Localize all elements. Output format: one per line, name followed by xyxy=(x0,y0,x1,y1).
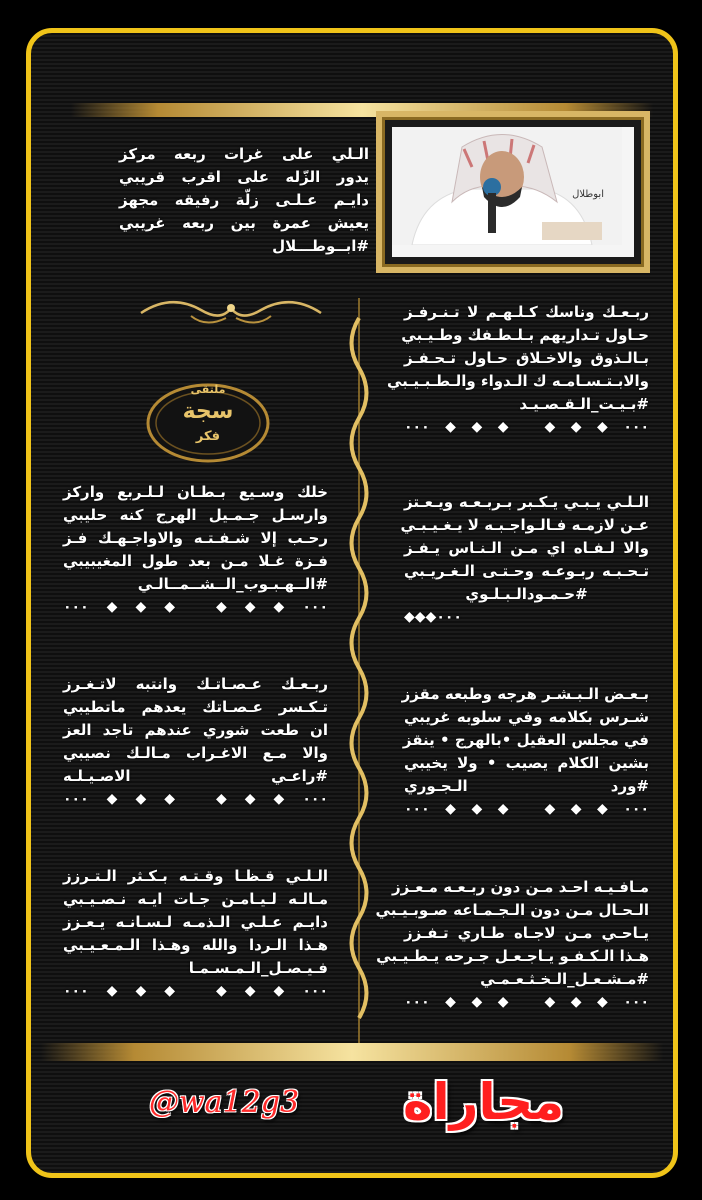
poem-line: يدور الزّله على اقرب قريبي xyxy=(119,168,369,186)
poem-8 xyxy=(375,876,649,1014)
poem-line: بـعـض الـبـشـر هرجه وطبعه مقزز xyxy=(401,685,649,703)
poem-dots: ٠٠٠◆◆◆ ◆◆◆٠٠٠ xyxy=(63,599,328,615)
poem-line: فـزة غـلا مـن بعد طول المغيبيبي xyxy=(63,552,328,570)
poem-line: والابـتـسـامـه ك الـدواء والـطـبـيـبي xyxy=(386,372,649,390)
poem-signature: #الــهـبـوب_الــشــمــالـي xyxy=(137,575,328,593)
poem-line: والا لـفـاه اي مـن الـنـاس يـفـز xyxy=(404,539,649,557)
poem-line: والا مـع الاغـراب مـالـك نصيبي xyxy=(63,744,328,762)
multaqa-badge-logo xyxy=(133,373,283,473)
poem-line: هـذا الـكـفـو يـاجـعـل جـرحه يـطـيـبي xyxy=(376,947,649,965)
poem-5 xyxy=(63,673,328,811)
poem-line: دايـم عـلـى زلّة رفيقه مجهز xyxy=(119,191,369,209)
poem-dots: ٠٠٠◆◆◆ xyxy=(404,609,462,625)
poem-line: بـالـذوق والاخـلاق حـاول تـحـفـز xyxy=(404,349,649,367)
poem-line: يعيش عمرة بين ربعه غريبي xyxy=(119,214,369,232)
poem-1 xyxy=(119,143,369,258)
poem-line: الـلـي يـبـي يـكـبر بـربـعـه ويـعـتز xyxy=(404,493,649,511)
poem-line: مـالـه لـيـامـن جـات ايـه نـصـيـبي xyxy=(63,890,328,908)
poem-signature: #ورد الـجـوري xyxy=(404,777,649,795)
poem-6 xyxy=(401,683,649,821)
brand-title: مجاراة xyxy=(403,1073,565,1131)
poem-signature: #راعـي الاصـيـلـه xyxy=(63,767,328,785)
poem-line: وارسـل جـمـيل الهرج كنه حليبي xyxy=(63,506,328,524)
poem-dots: ٠٠٠◆◆◆ ◆◆◆٠٠٠ xyxy=(404,994,649,1010)
poem-line: ربـعـك وناسك كـلـهـم لا تـنـرفـز xyxy=(404,303,649,321)
poem-line: تـكـسر عـصـاتك يعدهم ماتطيبي xyxy=(63,698,328,716)
social-handle: @wa12g3 xyxy=(149,1085,300,1120)
poem-line: بشين الكلام يصيب • ولا يخيبي xyxy=(404,754,649,772)
poem-line: خلك وسـيع بـطـان لـلـربع واركز xyxy=(63,483,328,501)
badge-line-1: ملتقى xyxy=(190,383,226,396)
portrait-frame xyxy=(376,111,650,273)
poem-line: يـاحـي مـن لاجـاه طـاري تـفـزز xyxy=(404,924,649,942)
poem-dots: ٠٠٠◆◆◆ ◆◆◆٠٠٠ xyxy=(404,419,649,435)
poem-signature: #مـشـعـل_الـخـثـعـمـي xyxy=(480,970,649,988)
poem-line: شـرس بكلامه وفي سلوبه غريبي xyxy=(404,708,649,726)
poem-signature: #حـمـودالـبـلـوي xyxy=(465,585,588,603)
poem-dots: ٠٠٠◆◆◆ ◆◆◆٠٠٠ xyxy=(404,801,649,817)
badge-line-2: سجة xyxy=(182,399,234,424)
poster-frame xyxy=(26,28,678,1178)
poem-line: في مجلس العقيل •بالهرج • ينقز xyxy=(402,731,649,749)
poem-line: الـلي على غرات ربعه مركز xyxy=(119,145,369,163)
poem-3 xyxy=(63,481,328,619)
poem-line: حـاول تـداريهم بـلـطـفك وطـيـبي xyxy=(401,326,649,344)
poem-line: ربـعـك عـصـاتـك وانتبه لاتـغـرز xyxy=(63,675,328,693)
gold-vine-divider-icon xyxy=(339,298,379,1048)
poem-line: تـحـبـه ربـوعـه وحـتـى الـغـريـبي xyxy=(404,562,649,580)
poem-line: رحـب إلا شـفـتـه والاواجـهـك فـز xyxy=(63,529,328,547)
poem-dots: ٠٠٠◆◆◆ ◆◆◆٠٠٠ xyxy=(63,791,328,807)
poem-line: الـحـال مـن دون الـجـمـاعه صـوبـيـبي xyxy=(375,901,649,919)
gold-swirl-ornament-icon xyxy=(131,288,331,333)
poem-signature: فـيـصـل_الـمـسـمـا xyxy=(188,959,328,977)
bottom-gold-bar xyxy=(41,1043,663,1061)
portrait-photo xyxy=(392,127,634,257)
poem-line: عـن لازمـه فـالـواجـبـه لا يـغـيـبـي xyxy=(400,516,649,534)
poem-line: مـافـيـه احـد مـن دون ربـعـه مـعـزز xyxy=(392,878,649,896)
portrait-person-illustration xyxy=(392,127,622,245)
portrait-caption: ابوطلال xyxy=(572,189,604,200)
poem-4 xyxy=(400,491,649,629)
poem-line: هـذا الـردا والله وهـذا الـمـعـيـبي xyxy=(63,936,328,954)
poem-dots: ٠٠٠◆◆◆ ◆◆◆٠٠٠ xyxy=(63,983,328,999)
poem-signature: #بـيـت_الـقـصـيـد xyxy=(519,395,649,413)
poem-signature: #ابــوطـــلال xyxy=(272,237,369,255)
poem-2 xyxy=(386,301,649,439)
badge-line-3: فكر xyxy=(195,429,221,444)
poem-line: دايـم عـلـي الـذمـه لـسـانـه يـعـزز xyxy=(63,913,328,931)
poem-line: الـلـي قـظـا وقـتـه بـكـثر الـتـرزز xyxy=(63,867,328,885)
poem-line: ان طعت شوري عندهم تاجد العز xyxy=(63,721,328,739)
poem-7 xyxy=(63,865,328,1003)
